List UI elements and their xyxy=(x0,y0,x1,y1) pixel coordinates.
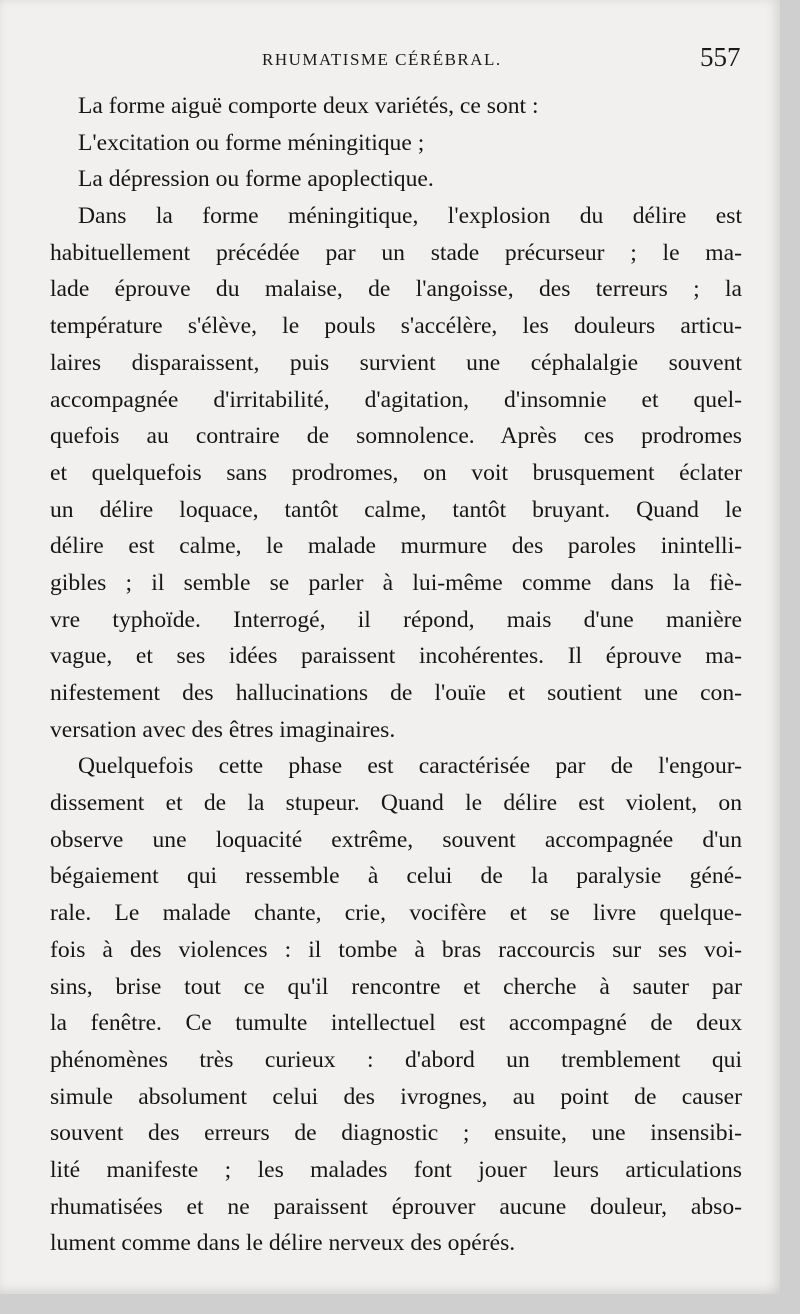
text-line: sins, brise tout ce qu'il rencontre et cherche à sauter par xyxy=(50,973,742,1000)
text-line: délire est calme, le malade murmure des paroles inintelli- xyxy=(50,533,742,560)
text-line: lade éprouve du malaise, de l'angoisse, des terreurs ; la xyxy=(50,276,742,303)
text-line: bégaiement qui ressemble à celui de la paralysie géné- xyxy=(50,863,742,890)
text-line: rhumatisées et ne paraissent éprouver aucune douleur, abso- xyxy=(50,1193,742,1220)
text-line: un délire loquace, tantôt calme, tantôt bruyant. Quand le xyxy=(50,496,742,523)
text-line: phénomènes très curieux : d'abord un tremblement qui xyxy=(50,1046,742,1073)
text-line: quefois au contraire de somnolence. Après ces prodromes xyxy=(50,423,742,450)
body-text xyxy=(50,88,742,1262)
text-line: nifestement des hallucinations de l'ouïe et soutient une con- xyxy=(50,680,742,706)
text-line: habituellement précédée par un stade précurseur ; le ma- xyxy=(50,239,742,266)
text-line: rale. Le malade chante, crie, vocifère et se livre quelque- xyxy=(50,900,742,927)
text-line: et quelquefois sans prodromes, on voit brusquement éclater xyxy=(50,459,742,486)
text-line: laires disparaissent, puis survient une céphalalgie souvent xyxy=(50,349,742,376)
text-line: vre typhoïde. Interrogé, il répond, mais d'une manière xyxy=(50,606,742,633)
text-line: versation avec des êtres imaginaires. xyxy=(50,716,396,743)
text-line: Quelquefois cette phase est caractérisée par de l'engour- xyxy=(78,753,742,780)
text-line: dissement et de la stupeur. Quand le délire est violent, on xyxy=(50,790,742,817)
text-line: Dans la forme méningitique, l'explosion du délire est xyxy=(78,203,742,230)
scan-margin-bottom xyxy=(0,1294,800,1314)
text-line: observe une loquacité extrême, souvent accompagnée d'un xyxy=(50,826,742,853)
running-header xyxy=(0,42,780,82)
running-title: RHUMATISME CÉRÉBRAL. xyxy=(262,50,502,69)
text-line: L'excitation ou forme méningitique ; xyxy=(78,129,425,156)
text-line: lité manifeste ; les malades font jouer leurs articulations xyxy=(50,1156,742,1183)
text-line: la fenêtre. Ce tumulte intellectuel est accompagné de deux xyxy=(50,1010,742,1037)
page-number: 557 xyxy=(700,42,741,72)
text-line: gibles ; il semble se parler à lui-même comme dans la fiè- xyxy=(50,569,742,596)
text-line: lument comme dans le délire nerveux des opérés. xyxy=(50,1230,516,1257)
text-line: souvent des erreurs de diagnostic ; ensuite, une insensibi- xyxy=(50,1120,742,1147)
text-line: La dépression ou forme apoplectique. xyxy=(78,166,434,193)
text-line: fois à des violences : il tombe à bras raccourcis sur ses voi- xyxy=(50,936,742,963)
text-line: accompagnée d'irritabilité, d'agitation, d'insomnie et quel- xyxy=(50,386,742,413)
text-line: simule absolument celui des ivrognes, au point de causer xyxy=(50,1083,742,1110)
scan-margin-right xyxy=(780,0,800,1314)
text-line: La forme aiguë comporte deux variétés, ce sont : xyxy=(78,93,539,119)
text-line: température s'élève, le pouls s'accélère, les douleurs articu- xyxy=(50,313,742,340)
text-line: vague, et ses idées paraissent incohérentes. Il éprouve ma- xyxy=(50,643,742,670)
